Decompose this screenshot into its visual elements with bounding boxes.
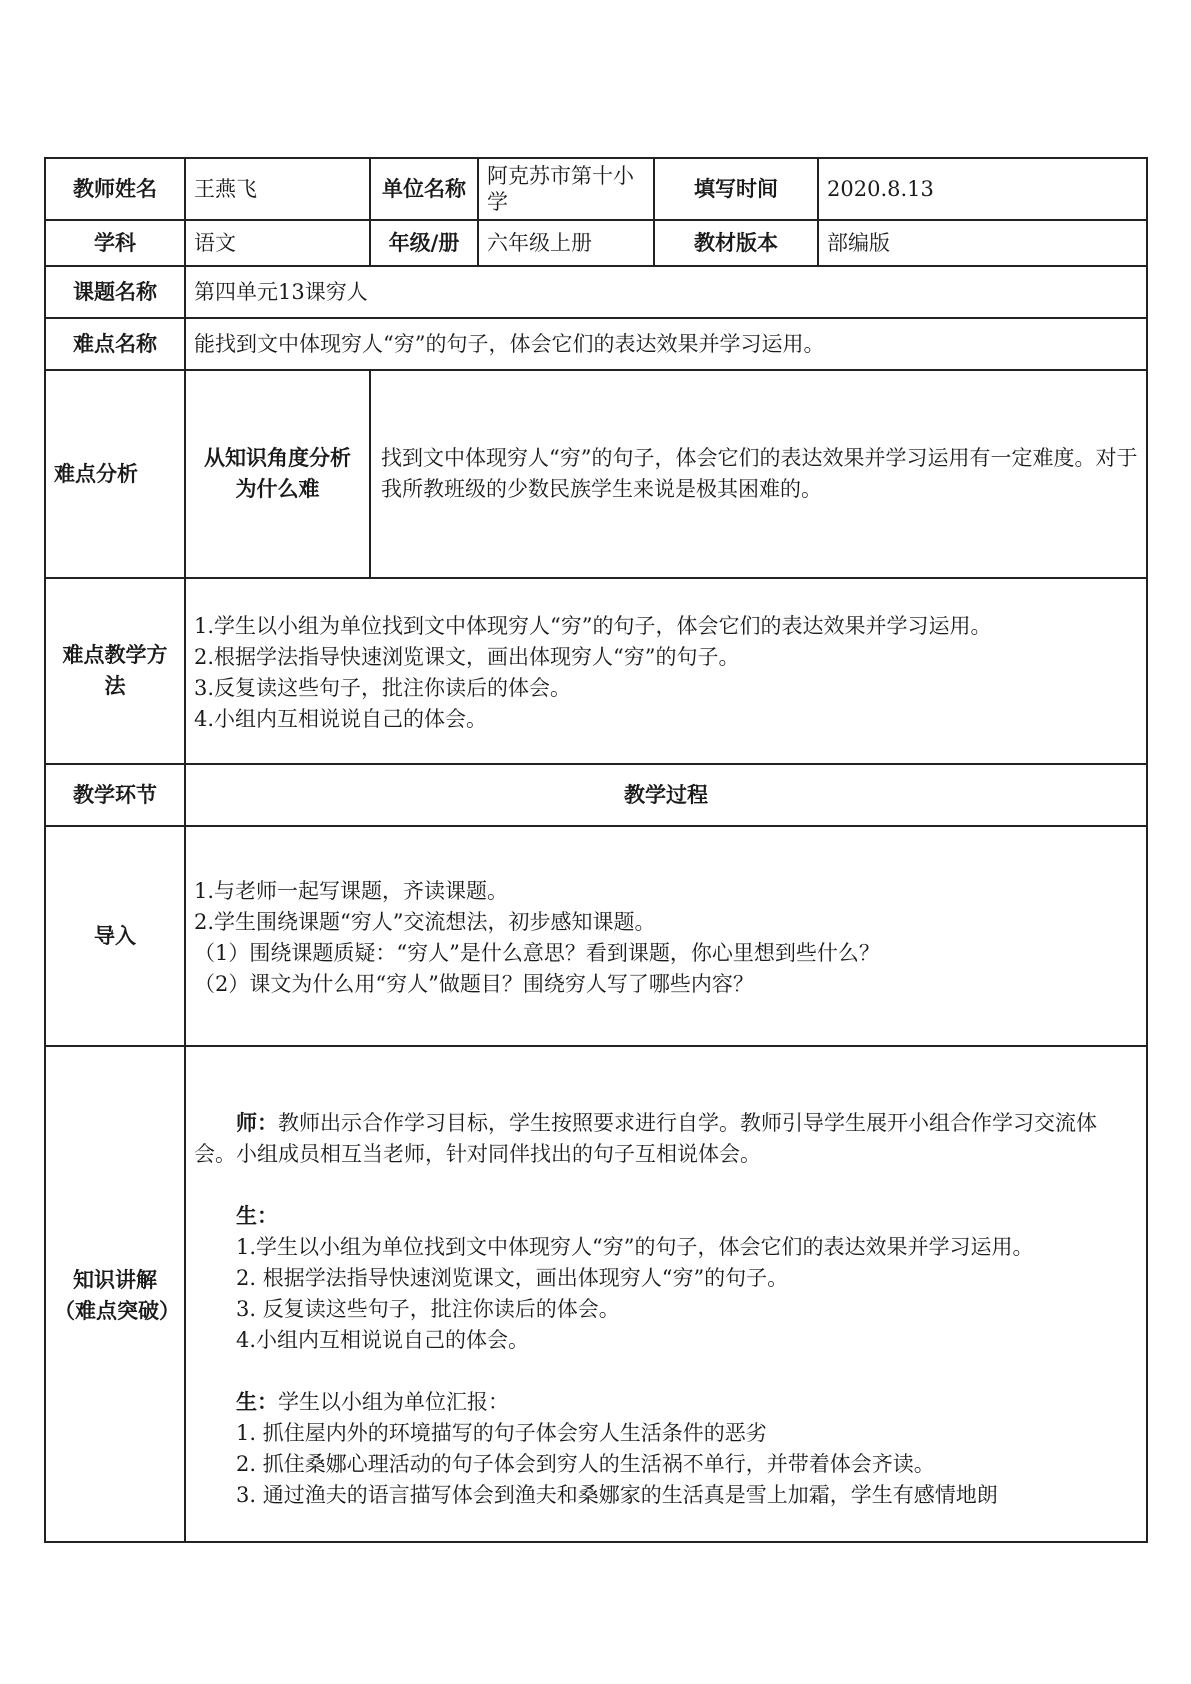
report-item: 2. 抓住桑娜心理活动的句子体会到穷人的生活祸不单行，并带着体会齐读。 [236,1451,935,1476]
intro-line: 2.学生围绕课题“穷人”交流想法，初步感知课题。 [194,910,656,934]
difficulty-row [45,318,1147,370]
difficulty-value: 能找到文中体现穷人“穷”的句子，体会它们的表达效果并学习运用。 [185,318,1147,370]
method-item: 3.反复读这些句子，批注你读后的体会。 [194,676,572,700]
knowledge-label [45,1046,185,1542]
knowledge-label-line2: （难点突破） [54,1299,180,1323]
methods-content [185,578,1147,764]
header-row-1 [45,158,1147,220]
student-tag-paragraph [194,1201,1138,1232]
fill-date-value: 2020.8.13 [818,158,1147,220]
process-header-row [45,764,1147,826]
process-label: 教学环节 [45,764,185,826]
intro-line: 1.与老师一起写课题，齐读课题。 [194,879,509,903]
topic-row [45,266,1147,318]
analysis-text: 找到文中体现穷人“穷”的句子，体会它们的表达效果并学习运用有一定难度。对于我所教班级的少数民族学生来说是极其困难的。 [370,370,1147,578]
teacher-name-label: 教师姓名 [45,158,185,220]
teacher-name-value: 王燕飞 [185,158,370,220]
unit-name-label: 单位名称 [370,158,478,220]
intro-line: （2）课文为什么用“穷人”做题目？围绕穷人写了哪些内容？ [194,972,754,996]
difficulty-label: 难点名称 [45,318,185,370]
edition-value: 部编版 [818,220,1147,266]
intro-line: （1）围绕课题质疑：“穷人”是什么意思？看到课题，你心里想到些什么？ [194,941,880,965]
method-item: 4.小组内互相说说自己的体会。 [194,707,488,731]
methods-label: 难点教学方法 [45,578,185,764]
teacher-tag: 师： [236,1110,278,1135]
student-item: 3. 反复读这些句子，批注你读后的体会。 [236,1296,620,1321]
method-item: 1.学生以小组为单位找到文中体现穷人“穷”的句子，体会它们的表达效果并学习运用。 [194,614,992,638]
student-item: 1.学生以小组为单位找到文中体现穷人“穷”的句子，体会它们的表达效果并学习运用。 [236,1234,1034,1259]
process-header: 教学过程 [185,764,1147,826]
intro-content [185,826,1147,1046]
fill-date-label: 填写时间 [654,158,818,220]
intro-row [45,826,1147,1046]
intro-label: 导入 [45,826,185,1046]
grade-label: 年级/册 [370,220,478,266]
methods-row [45,578,1147,764]
student-tag-2: 生： [236,1389,278,1414]
edition-label: 教材版本 [654,220,818,266]
student-tag: 生： [236,1203,278,1228]
lesson-plan-table [44,157,1148,1543]
grade-value: 六年级上册 [478,220,654,266]
subject-value: 语文 [185,220,370,266]
knowledge-content [185,1046,1147,1542]
teacher-text: 教师出示合作学习目标，学生按照要求进行自学。教师引导学生展开小组合作学习交流体会。小组成员相互当老师，针对同伴找出的句子互相说体会。 [194,1110,1097,1166]
knowledge-label-line1: 知识讲解 [73,1268,157,1292]
analysis-row [45,370,1147,578]
unit-name-value: 阿克苏市第十小学 [478,158,654,220]
student-item: 2. 根据学法指导快速浏览课文，画出体现穷人“穷”的句子。 [236,1265,789,1290]
knowledge-row [45,1046,1147,1542]
teacher-paragraph [194,1108,1138,1170]
analysis-label: 难点分析 [45,370,185,578]
student-item: 4.小组内互相说说自己的体会。 [236,1327,530,1352]
report-intro: 学生以小组为单位汇报： [278,1389,509,1414]
analysis-sub-label: 从知识角度分析为什么难 [185,370,370,578]
report-item: 3. 通过渔夫的语言描写体会到渔夫和桑娜家的生活真是雪上加霜，学生有感情地朗 [236,1482,998,1507]
report-item: 1. 抓住屋内外的环境描写的句子体会穷人生活条件的恶劣 [236,1420,767,1445]
subject-label: 学科 [45,220,185,266]
topic-value: 第四单元13课穷人 [185,266,1147,318]
topic-label: 课题名称 [45,266,185,318]
method-item: 2.根据学法指导快速浏览课文，画出体现穷人“穷”的句子。 [194,645,740,669]
header-row-2 [45,220,1147,266]
report-paragraph [194,1387,1138,1418]
